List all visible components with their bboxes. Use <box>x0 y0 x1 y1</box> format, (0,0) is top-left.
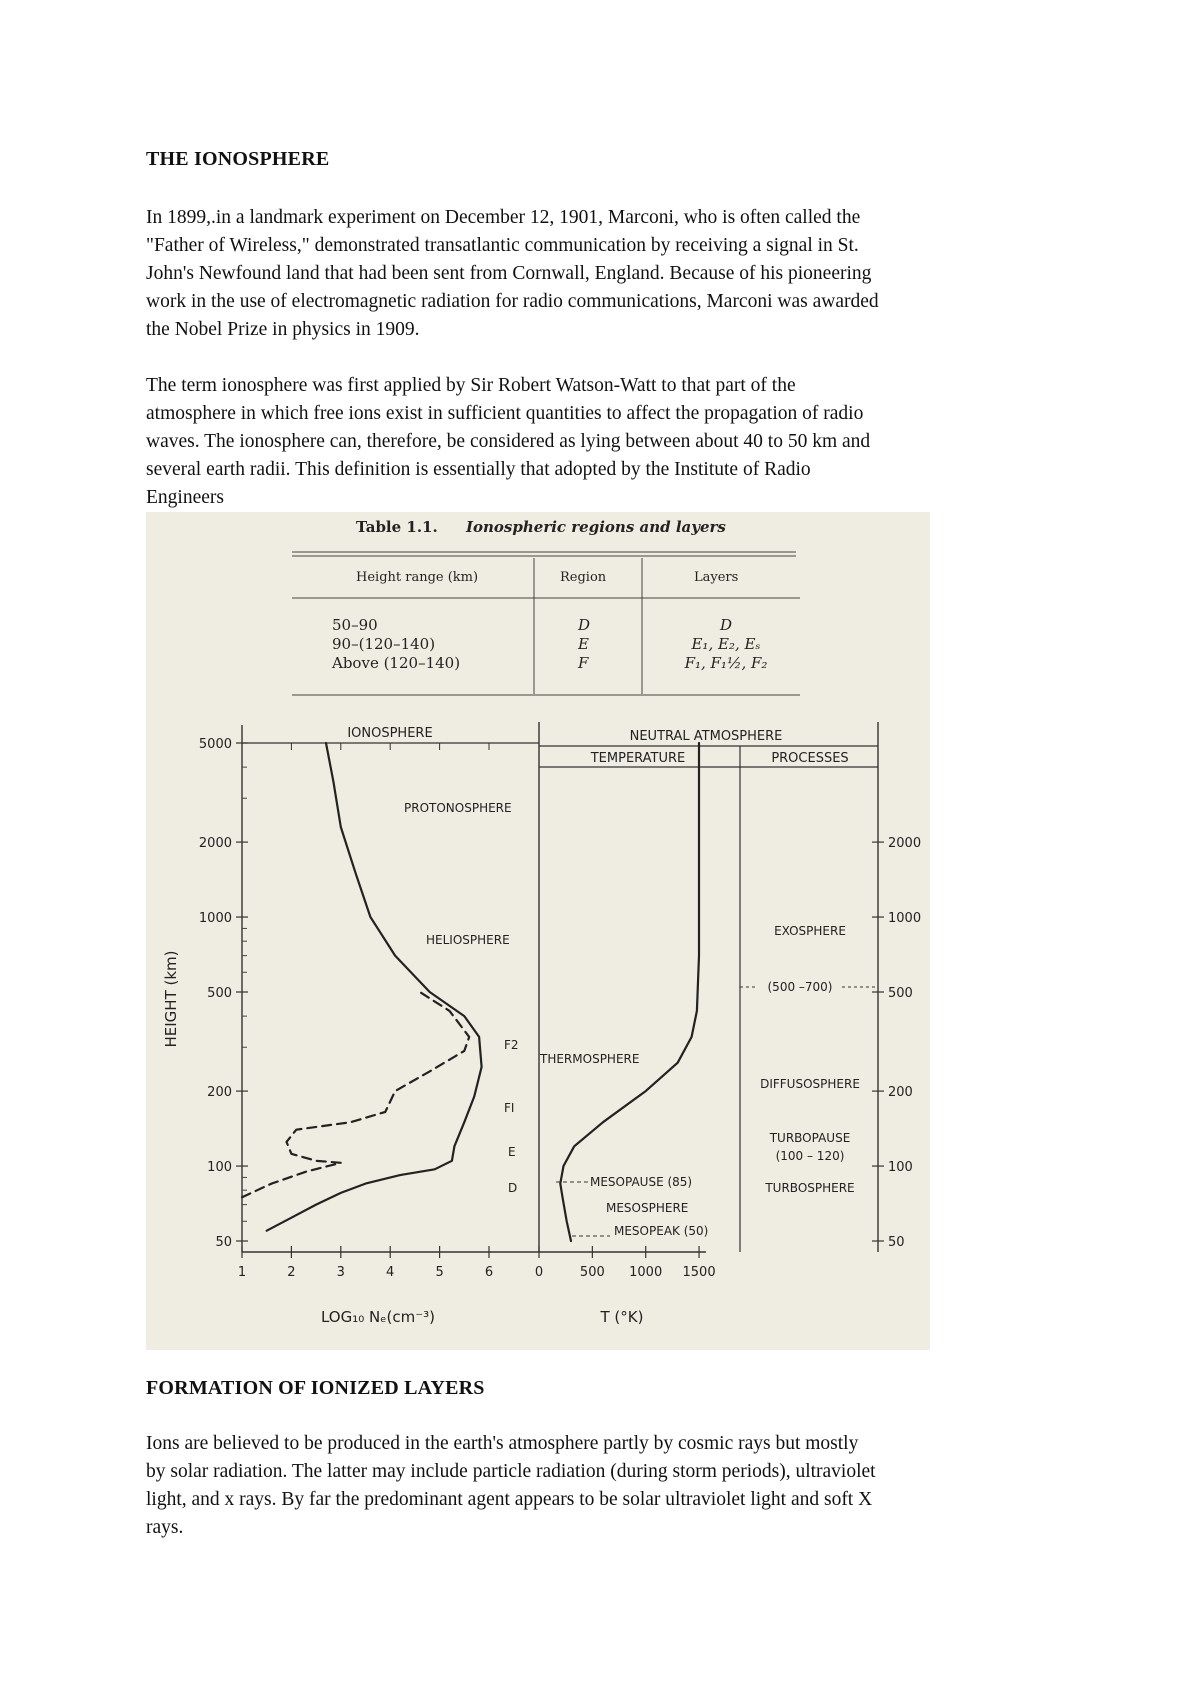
right-y-tick-label: 1000 <box>888 911 922 927</box>
label-mesosphere: MESOSPHERE <box>606 1201 689 1215</box>
table-cell-height: 90–(120–140) <box>332 635 436 653</box>
label-d: D <box>508 1181 518 1195</box>
chart-marks <box>199 737 921 1280</box>
text-line: work in the use of electromagnetic radiation for radio communications, Marconi was awarded <box>146 291 879 312</box>
text-line: atmosphere in which free ions exist in sufficient quantities to affect the propagation of radio <box>146 403 864 424</box>
y-tick-label: 50 <box>215 1235 232 1250</box>
header-temperature: TEMPERATURE <box>590 751 686 766</box>
right-y-tick-label: 500 <box>888 986 913 1001</box>
y-tick-label: 100 <box>207 1160 232 1176</box>
y-tick-label: 200 <box>207 1085 232 1101</box>
x-tick-label: 1500 <box>682 1265 716 1280</box>
x-tick-label: 1 <box>237 1265 247 1280</box>
table-header-layers: Layers <box>694 570 739 585</box>
label-f2: F2 <box>504 1038 519 1052</box>
ionosphere-figure <box>146 512 930 1350</box>
table-caption-title: Ionospheric regions and layers <box>466 518 726 536</box>
x-tick-label: 0 <box>534 1265 544 1280</box>
text-line: rays. <box>146 1517 184 1538</box>
y-axis-label: HEIGHT (km) <box>162 950 180 1048</box>
x-axis-label-temperature: T (°K) <box>600 1308 644 1326</box>
label-f1: FI <box>504 1101 515 1115</box>
text-line: several earth radii. This definition is essentially that adopted by the Institute of Radio <box>146 459 811 480</box>
label-diffusosphere: DIFFUSOSPHERE <box>760 1077 860 1091</box>
table-cell-region: E <box>578 635 589 653</box>
x-tick-label: 4 <box>386 1265 395 1280</box>
text-line: Ions are believed to be produced in the earth's atmosphere partly by cosmic rays but mostly <box>146 1433 859 1454</box>
table-cell-layers: E₁, E₂, Eₛ <box>691 635 761 653</box>
label-e: E <box>508 1145 516 1159</box>
label-turbopause: TURBOPAUSE <box>769 1131 851 1145</box>
right-y-tick-label: 2000 <box>888 836 922 852</box>
right-y-tick-label: 100 <box>888 1160 913 1176</box>
figure-svg <box>146 512 930 1350</box>
table-header-height: Height range (km) <box>356 570 479 585</box>
label-mesopeak: MESOPEAK (50) <box>614 1224 709 1238</box>
paragraph-marconi <box>146 204 1081 344</box>
x-tick-label: 5 <box>435 1265 444 1280</box>
y-tick-label: 2000 <box>198 836 232 852</box>
x-tick-label: 500 <box>579 1265 605 1280</box>
x-tick-label: 1000 <box>629 1265 663 1280</box>
text-line: the Nobel Prize in physics in 1909. <box>146 319 420 340</box>
section-heading-ionosphere: THE IONOSPHERE <box>146 148 330 170</box>
table-cell-layers: F₁, F₁½, F₂ <box>684 654 768 672</box>
electron-density-dashed-series-line <box>242 992 469 1197</box>
y-tick-label: 500 <box>207 986 232 1001</box>
table-cell-layers: D <box>719 616 733 634</box>
label-exobase-range: (500 –700) <box>767 980 833 994</box>
x-tick-label: 2 <box>287 1265 296 1280</box>
header-ionosphere: IONOSPHERE <box>347 726 433 741</box>
table-header-region: Region <box>560 570 607 585</box>
right-y-tick-label: 50 <box>888 1235 905 1250</box>
label-exosphere: EXOSPHERE <box>774 924 846 938</box>
header-neutral-atmosphere: NEUTRAL ATMOSPHERE <box>629 729 783 744</box>
table-caption-prefix: Table 1.1. <box>356 518 438 536</box>
paragraph-definition <box>146 372 1081 512</box>
table-cell-region: D <box>578 616 591 634</box>
text-line: John's Newfound land that had been sent from Cornwall, England. Because of his pioneering <box>146 263 872 284</box>
text-line: In 1899,.in a landmark experiment on December 12, 1901, Marconi, who is often called the <box>146 207 861 228</box>
text-line: light, and x rays. By far the predominant agent appears to be solar ultraviolet light and soft X <box>146 1489 873 1510</box>
label-turbosphere: TURBOSPHERE <box>765 1181 855 1195</box>
paragraph-formation <box>146 1430 1081 1542</box>
right-y-tick-label: 200 <box>888 1085 913 1101</box>
section-heading-formation: FORMATION OF IONIZED LAYERS <box>146 1377 485 1399</box>
table-cell-region: F <box>578 654 589 672</box>
x-tick-label: 3 <box>336 1265 345 1280</box>
text-line: The term ionosphere was first applied by Sir Robert Watson-Watt to that part of the <box>146 375 796 396</box>
electron-density-series-line <box>267 743 482 1231</box>
temperature-series-line <box>560 743 699 1241</box>
table-cell-height: Above (120–140) <box>332 654 461 672</box>
text-line: "Father of Wireless," demonstrated transatlantic communication by receiving a signal in St. <box>146 235 859 256</box>
text-line: by solar radiation. The latter may include particle radiation (during storm periods), ultraviolet <box>146 1461 876 1482</box>
x-axis-label-ionosphere: LOG₁₀ Nₑ(cm⁻³) <box>320 1308 436 1326</box>
x-tick-label: 6 <box>484 1265 494 1280</box>
text-line: waves. The ionosphere can, therefore, be considered as lying between about 40 to 50 km and <box>146 431 871 452</box>
table-cell-height: 50–90 <box>332 616 378 634</box>
label-protonosphere: PROTONOSPHERE <box>404 801 512 815</box>
label-turbopause-range: (100 – 120) <box>775 1149 845 1163</box>
label-heliosphere: HELIOSPHERE <box>426 933 510 947</box>
y-tick-label: 5000 <box>198 737 232 752</box>
header-processes: PROCESSES <box>771 751 849 766</box>
text-line: Engineers <box>146 487 224 508</box>
y-tick-label: 1000 <box>198 911 232 927</box>
label-thermosphere: THERMOSPHERE <box>540 1052 640 1066</box>
label-mesopause: MESOPAUSE (85) <box>590 1175 693 1189</box>
